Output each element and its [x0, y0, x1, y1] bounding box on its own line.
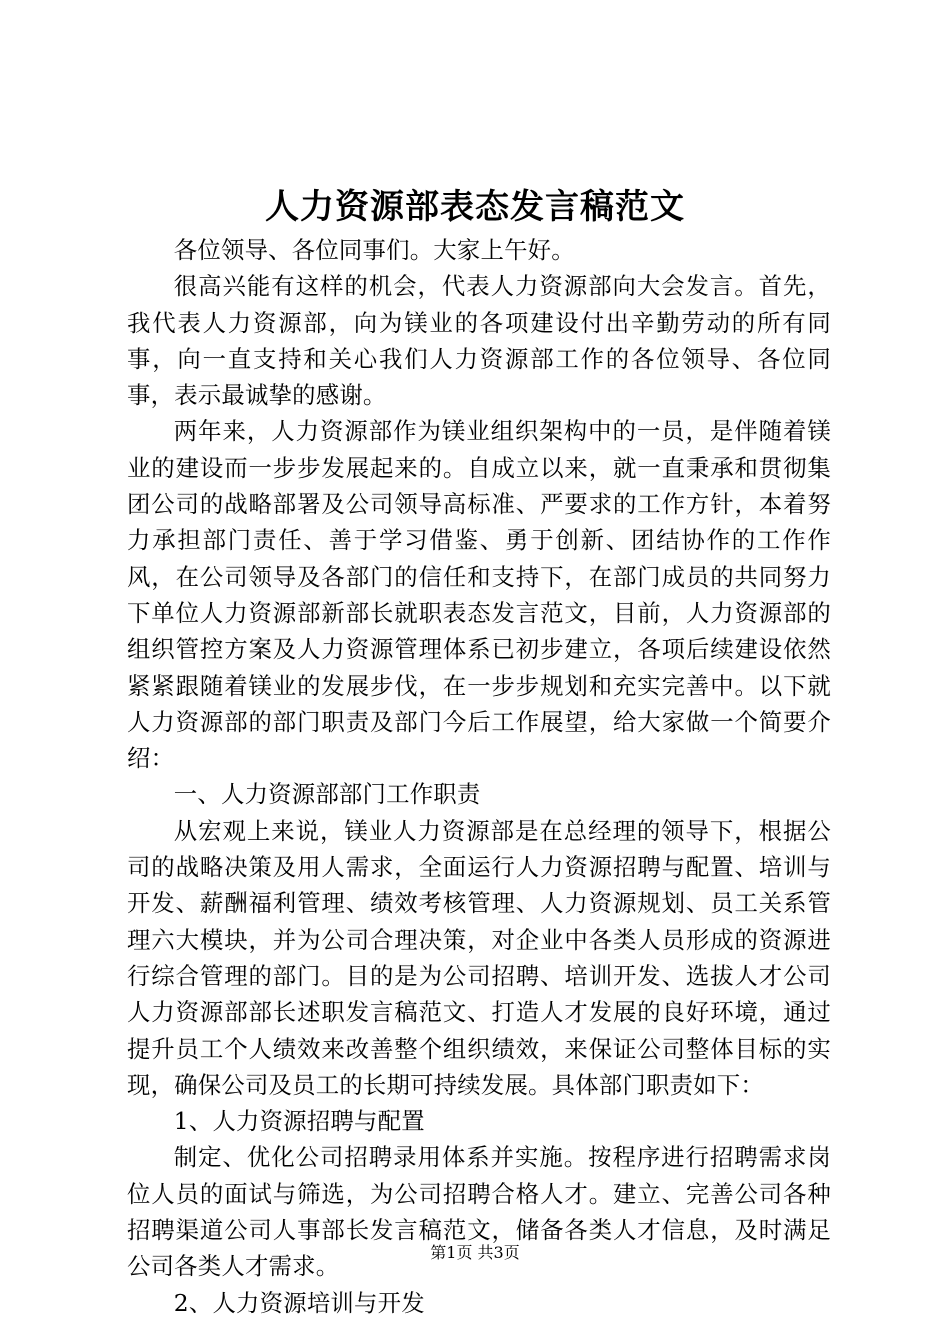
document-title: 人力资源部表态发言稿范文	[265, 187, 685, 227]
document-body	[127, 232, 831, 1321]
greeting-paragraph: 各位领导、各位同事们。大家上午好。	[173, 236, 575, 264]
duties-paragraph: 从宏观上来说，镁业人力资源部是在总经理的领导下，根据公司的战略决策及用人需求，全面运行人力资源招聘与配置、培训与开发、薪酬福利管理、绩效考核管理、人力资源规划、员工关系管理六大模块，并为公司合理决策，对企业中各类人员形成的资源进行综合管理的部门。目的是为公司招聘、培训开发、选拔人才公司人力资源部部长述职发言稿范文、打造人才发展的良好环境，通过提升员工个人绩效来改善整个组织绩效，来保证公司整体目标的实现，确保公司及员工的长期可持续发展。具体部门职责如下：	[127, 816, 831, 1099]
intro-paragraph: 很高兴能有这样的机会，代表人力资源部向大会发言。首先，我代表人力资源部，向为镁业的各项建设付出辛勤劳动的所有同事，向一直支持和关心我们人力资源部工作的各位领导、各位同事，表示最诚挚的感谢。	[127, 272, 831, 410]
section-heading-duties: 一、人力资源部部门工作职责	[173, 780, 481, 809]
page-footer: 第1页 共3页	[430, 1243, 520, 1262]
subsection-heading-training: 2、人力资源培训与开发	[173, 1288, 425, 1317]
subsection-heading-recruitment: 1、人力资源招聘与配置	[173, 1107, 425, 1136]
background-paragraph: 两年来，人力资源部作为镁业组织架构中的一员，是伴随着镁业的建设而一步步发展起来的。自成立以来，就一直秉承和贯彻集团公司的战略部署及公司领导高标准、严要求的工作方针，本着努力承担部门责任、善于学习借鉴、勇于创新、团结协作的工作作风，在公司领导及各部门的信任和支持下，在部门成员的共同努力下单位人力资源部新部长就职表态发言范文，目前，人力资源部的组织管控方案及人力资源管理体系已初步建立，各项后续建设依然紧紧跟随着镁业的发展步伐，在一步步规划和充实完善中。以下就人力资源部的部门职责及部门今后工作展望，给大家做一个简要介绍：	[127, 417, 831, 773]
recruitment-paragraph: 制定、优化公司招聘录用体系并实施。按程序进行招聘需求岗位人员的面试与筛选，为公司招聘合格人才。建立、完善公司各种招聘渠道公司人事部长发言稿范文，储备各类人才信息，及时满足公司各类人才需求。	[127, 1143, 831, 1281]
